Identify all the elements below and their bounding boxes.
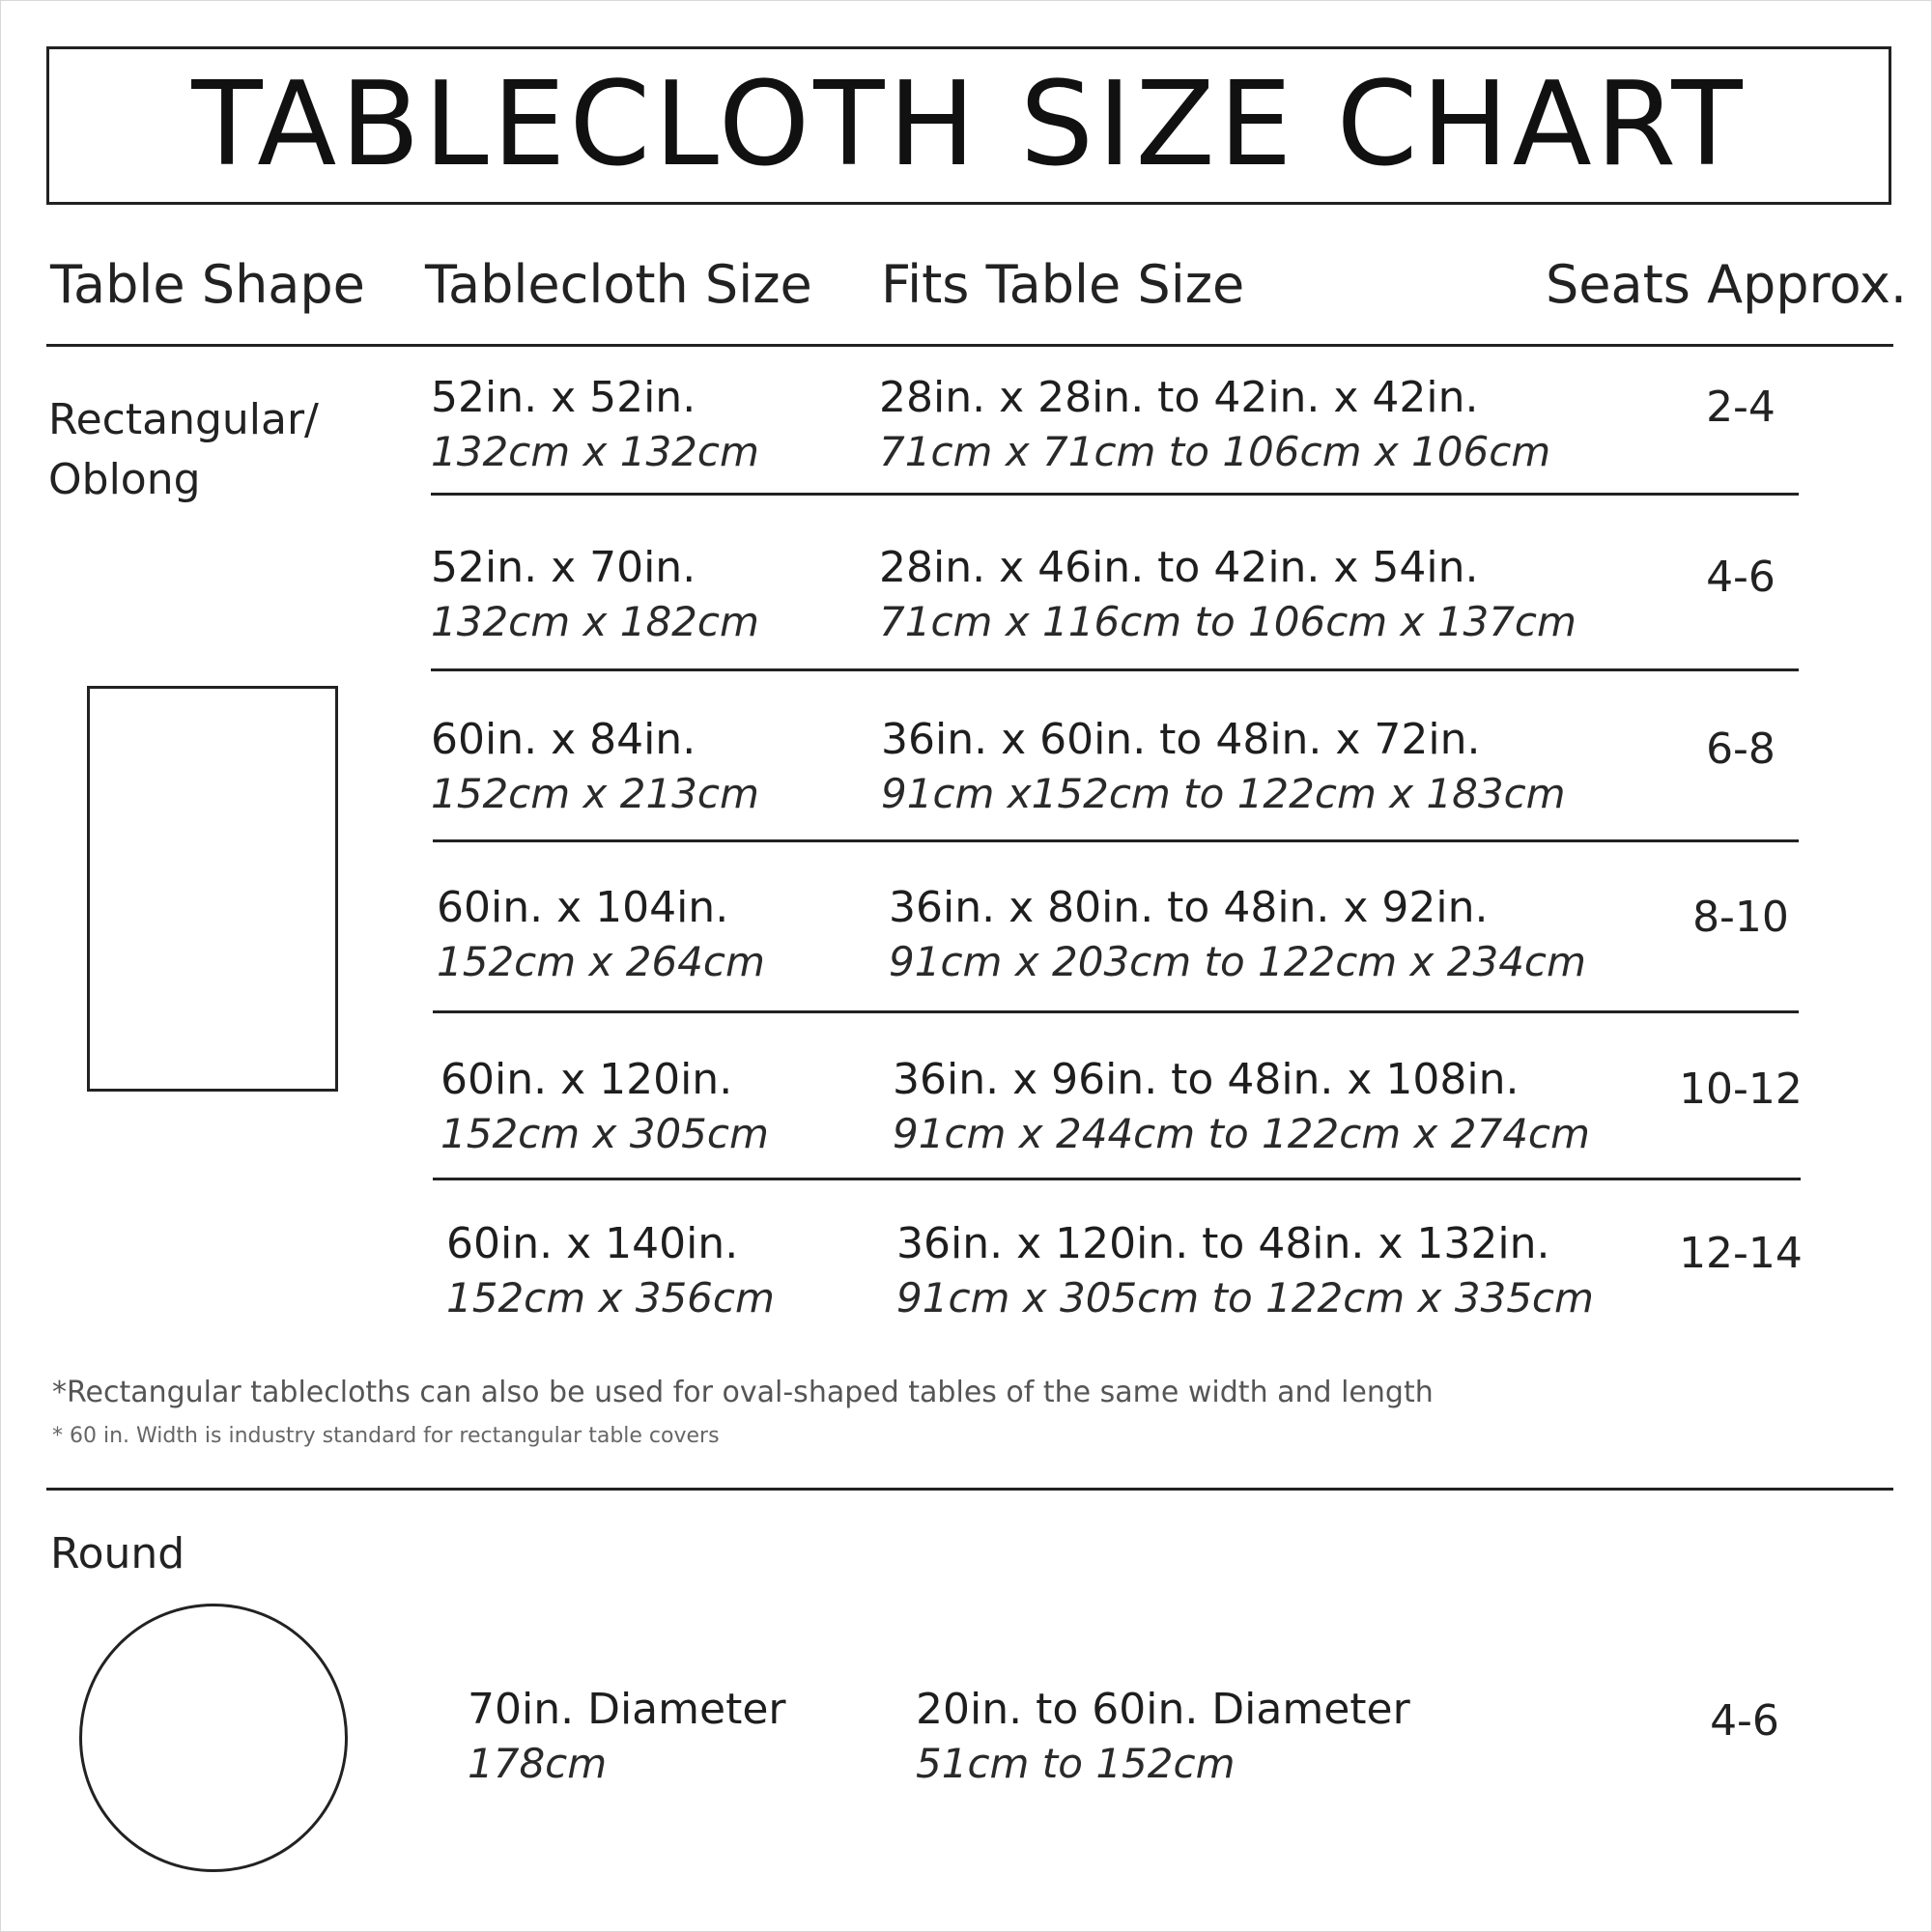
row-divider	[433, 1178, 1801, 1180]
row-6-size-in: 60in. x 140in.	[446, 1219, 739, 1268]
row-6-size-cm: 152cm x 356cm	[446, 1274, 775, 1321]
header-divider	[46, 344, 1893, 347]
round-size-in: 70in. Diameter	[468, 1685, 786, 1734]
page-title: TABLECLOTH SIZE CHART	[191, 58, 1747, 192]
row-2-seats: 4-6	[1706, 553, 1776, 602]
row-4-fits-in: 36in. x 80in. to 48in. x 92in.	[889, 883, 1489, 932]
row-5-size-in: 60in. x 120in.	[440, 1055, 733, 1104]
section-divider	[46, 1488, 1893, 1491]
header-fits-table-size: Fits Table Size	[881, 254, 1245, 315]
header-tablecloth-size: Tablecloth Size	[425, 254, 812, 315]
round-fits-table-size	[916, 1683, 1410, 1791]
row-6-fits-table-size	[896, 1217, 1594, 1325]
title-box	[46, 46, 1891, 205]
row-6-fits-in: 36in. x 120in. to 48in. x 132in.	[896, 1219, 1550, 1268]
row-divider	[431, 493, 1799, 496]
shape-label-rectangular	[48, 390, 319, 510]
row-3-fits-in: 36in. x 60in. to 48in. x 72in.	[881, 715, 1481, 764]
header-seats-approx: Seats Approx.	[1546, 254, 1908, 315]
row-4-fits-cm: 91cm x 203cm to 122cm x 234cm	[889, 938, 1586, 985]
row-2-fits-cm: 71cm x 116cm to 106cm x 137cm	[879, 598, 1577, 645]
row-divider	[433, 1010, 1799, 1013]
row-4-size-in: 60in. x 104in.	[437, 883, 729, 932]
round-seats: 4-6	[1710, 1696, 1779, 1746]
row-4-tablecloth-size	[437, 881, 765, 989]
row-1-seats: 2-4	[1706, 383, 1776, 432]
row-3-tablecloth-size	[431, 713, 759, 821]
row-1-tablecloth-size	[431, 371, 759, 479]
shape-label-line1: Rectangular/	[48, 395, 319, 444]
rectangle-table-icon	[87, 686, 338, 1092]
row-3-size-in: 60in. x 84in.	[431, 715, 696, 764]
row-1-fits-in: 28in. x 28in. to 42in. x 42in.	[879, 373, 1479, 422]
row-2-tablecloth-size	[431, 541, 759, 649]
row-3-fits-cm: 91cm x152cm to 122cm x 183cm	[881, 770, 1566, 817]
shape-label-round: Round	[50, 1529, 185, 1578]
round-size-cm: 178cm	[468, 1740, 608, 1787]
row-1-fits-table-size	[879, 371, 1550, 479]
row-3-seats: 6-8	[1706, 724, 1776, 774]
header-table-shape: Table Shape	[50, 254, 365, 315]
row-1-size-cm: 132cm x 132cm	[431, 428, 759, 475]
footnote-oval: *Rectangular tablecloths can also be used for oval-shaped tables of the same width and length	[52, 1376, 1434, 1409]
row-4-size-cm: 152cm x 264cm	[437, 938, 765, 985]
footnote-width: * 60 in. Width is industry standard for rectangular table covers	[52, 1424, 720, 1448]
row-1-size-in: 52in. x 52in.	[431, 373, 696, 422]
round-fits-in: 20in. to 60in. Diameter	[916, 1685, 1410, 1734]
row-divider	[431, 668, 1799, 671]
row-4-seats: 8-10	[1692, 893, 1789, 942]
row-6-tablecloth-size	[446, 1217, 775, 1325]
row-5-fits-table-size	[893, 1053, 1590, 1161]
round-table-icon	[79, 1604, 348, 1872]
row-3-fits-table-size	[881, 713, 1566, 821]
row-6-seats: 12-14	[1679, 1229, 1803, 1278]
row-5-size-cm: 152cm x 305cm	[440, 1110, 769, 1157]
row-2-fits-table-size	[879, 541, 1577, 649]
row-2-fits-in: 28in. x 46in. to 42in. x 54in.	[879, 543, 1479, 592]
row-2-size-in: 52in. x 70in.	[431, 543, 696, 592]
shape-label-line2: Oblong	[48, 455, 201, 504]
row-5-fits-in: 36in. x 96in. to 48in. x 108in.	[893, 1055, 1520, 1104]
row-5-seats: 10-12	[1679, 1065, 1803, 1114]
row-6-fits-cm: 91cm x 305cm to 122cm x 335cm	[896, 1274, 1594, 1321]
row-4-fits-table-size	[889, 881, 1586, 989]
row-3-size-cm: 152cm x 213cm	[431, 770, 759, 817]
row-1-fits-cm: 71cm x 71cm to 106cm x 106cm	[879, 428, 1551, 475]
round-fits-cm: 51cm to 152cm	[916, 1740, 1236, 1787]
row-2-size-cm: 132cm x 182cm	[431, 598, 759, 645]
row-5-fits-cm: 91cm x 244cm to 122cm x 274cm	[893, 1110, 1590, 1157]
row-5-tablecloth-size	[440, 1053, 769, 1161]
round-tablecloth-size	[468, 1683, 785, 1791]
row-divider	[433, 839, 1799, 842]
